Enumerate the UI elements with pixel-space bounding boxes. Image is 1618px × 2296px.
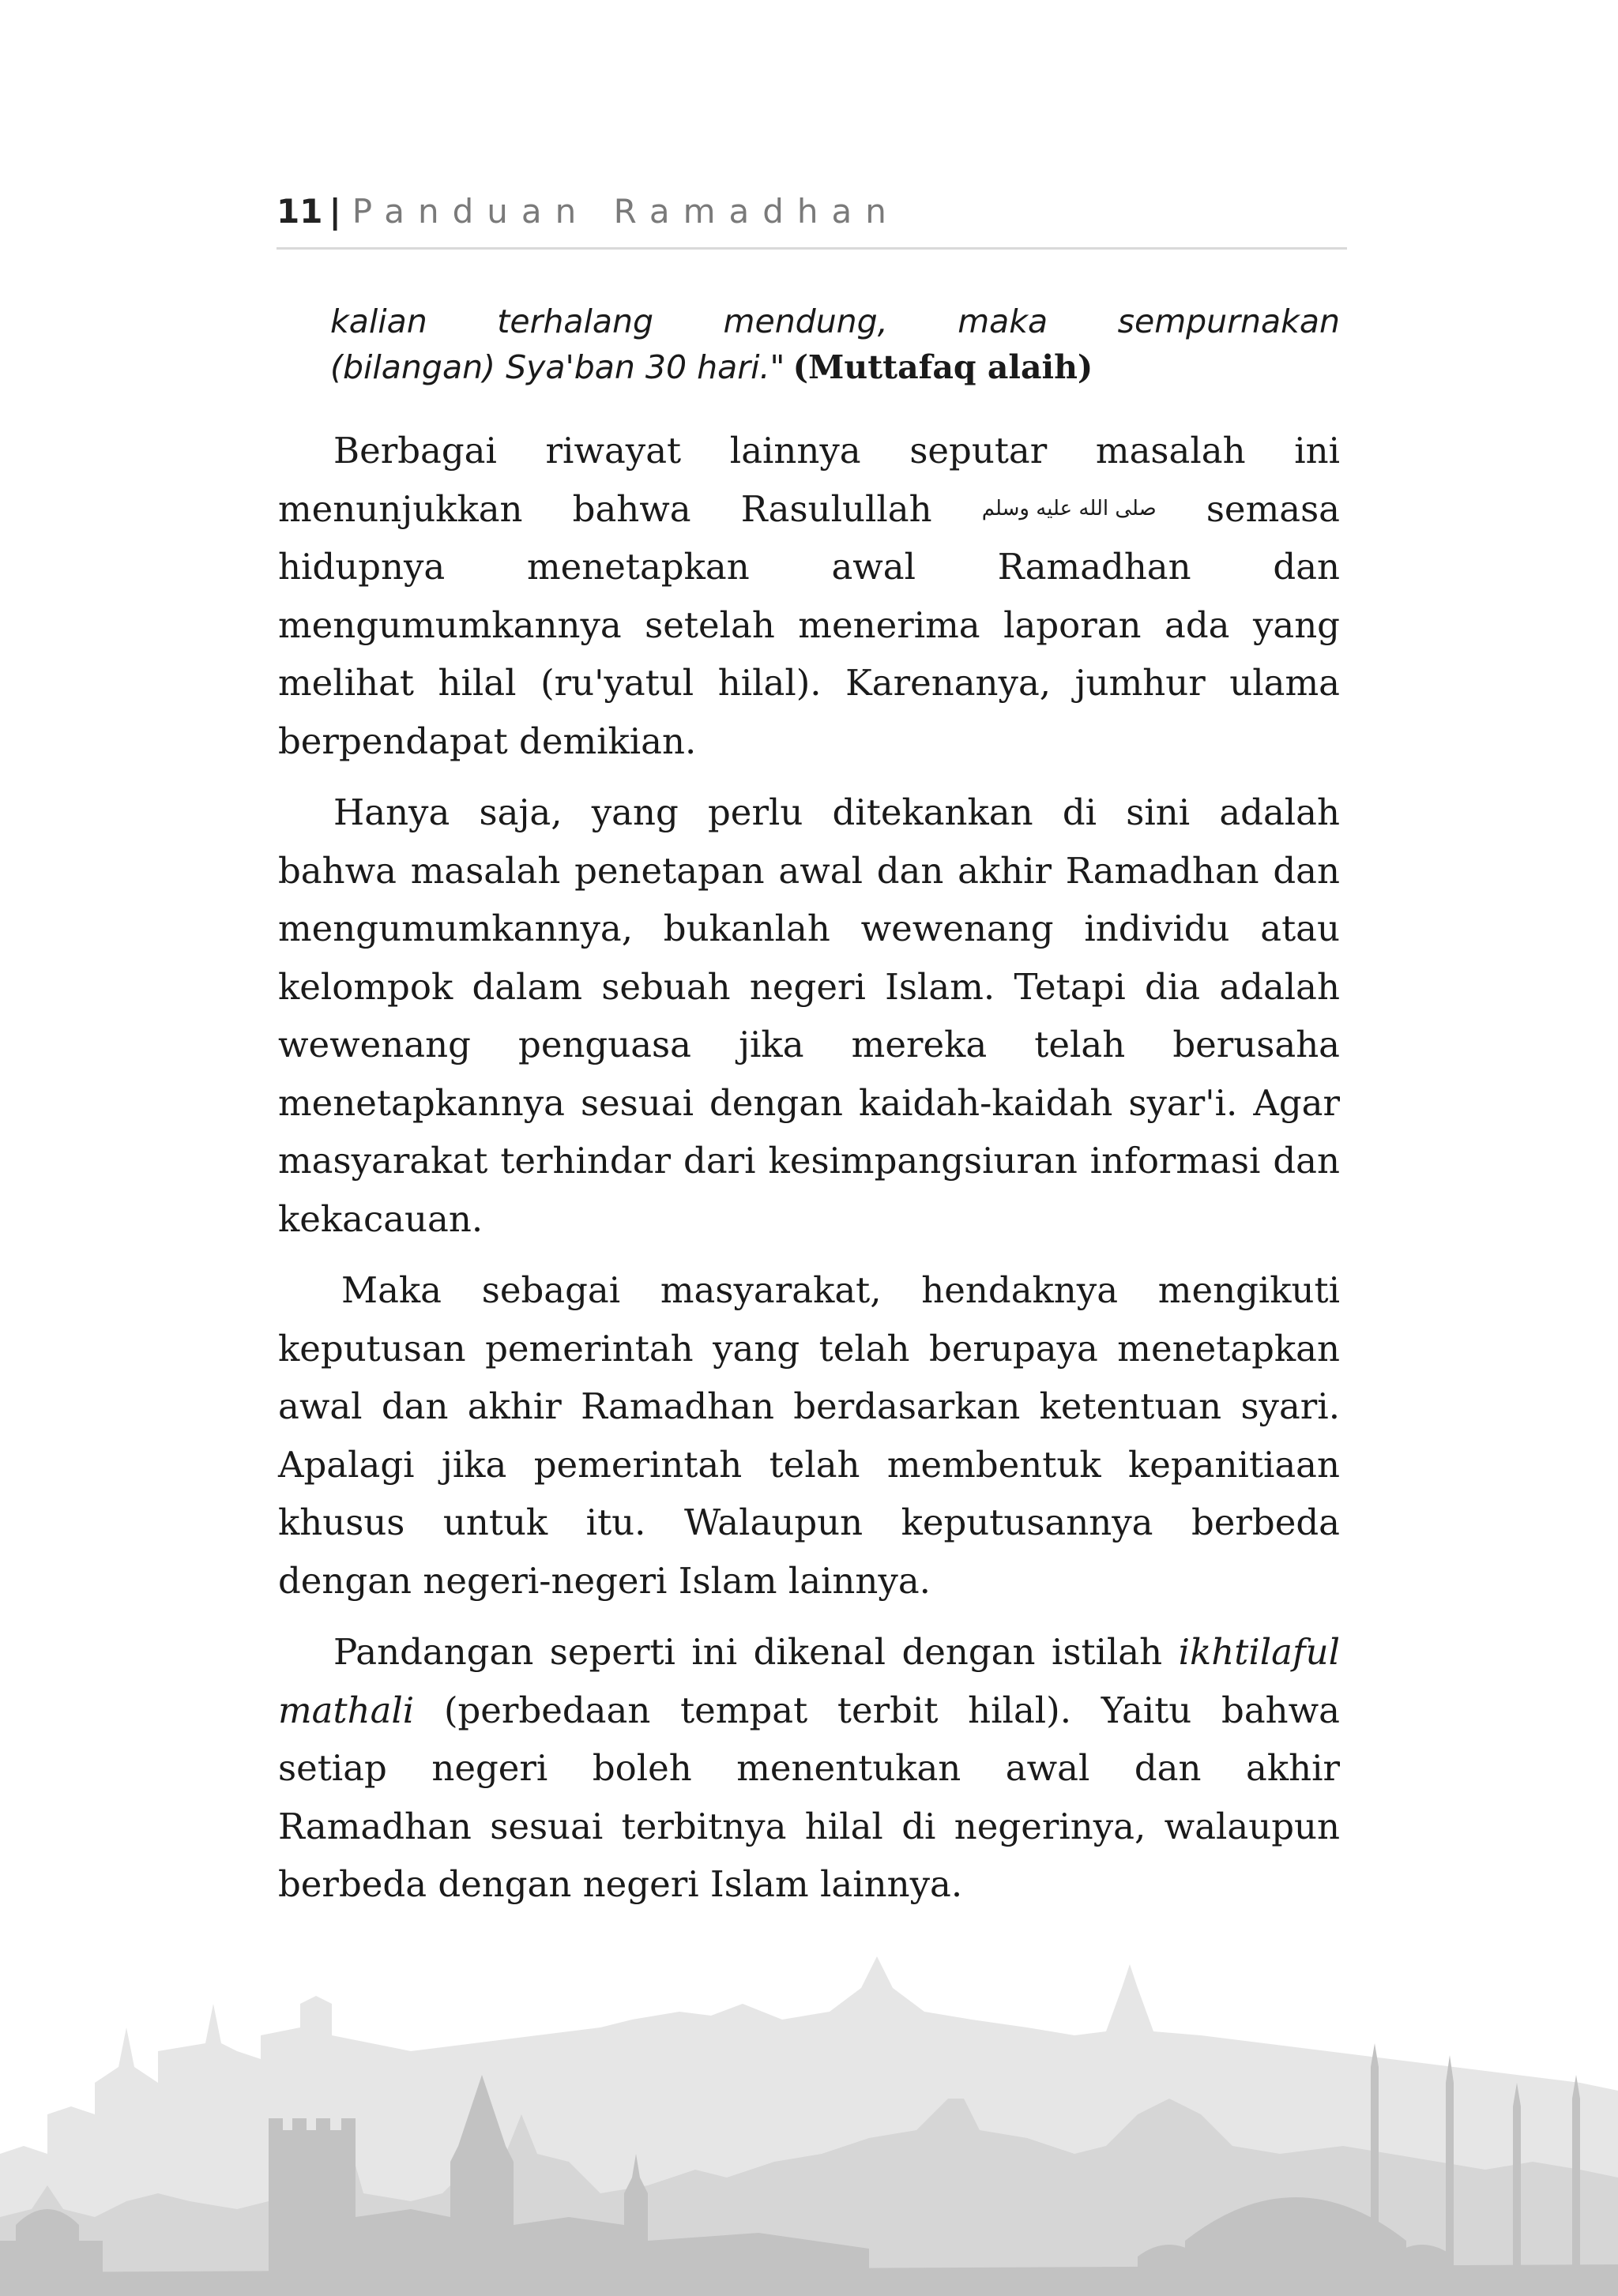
paragraph-1-text-b: semasa hidupnya menetapkan awal Ramadhan dan mengumumkannya setelah menerima laporan ada yang melihat hilal (ru'yatul hilal). Karenanya, jumhur ulama berpendapat demikian. xyxy=(278,487,1340,762)
hadith-source: (Muttafaq alaih) xyxy=(792,348,1093,386)
salawat-glyph: صلى الله عليه وسلم xyxy=(981,496,1157,520)
hadith-quote-line-1: kalian terhalang mendung, maka sempurnakan xyxy=(330,303,1340,340)
paragraph-1-text-a: Berbagai riwayat lainnya seputar masalah ini menunjukkan bahwa Rasulullah xyxy=(278,430,1340,530)
hadith-quote-line-2 xyxy=(330,344,1340,390)
paragraph-4-text-a: Pandangan seperti ini dikenal dengan istilah xyxy=(333,1631,1163,1673)
header-separator: | xyxy=(329,192,341,231)
hadith-quote-text: (bilangan) Sya'ban 30 hari." xyxy=(330,348,785,386)
page-header xyxy=(277,192,1347,250)
paragraph-1 xyxy=(278,422,1340,770)
book-title: Panduan Ramadhan xyxy=(352,192,900,231)
page-number: 11 xyxy=(277,192,323,231)
mosque-skyline-illustration xyxy=(0,1956,1618,2296)
term-ikhtilaful-mathali: ikhtilaful mathali xyxy=(278,1631,1340,1731)
paragraph-4-text-b: (perbedaan tempat terbit hilal). Yaitu bahwa setiap negeri boleh menentukan awal dan akhir Ramadhan sesuai terbitnya hilal di negerinya, walaupun berbeda dengan negeri Islam lainnya. xyxy=(278,1689,1340,1905)
paragraph-3: Maka sebagai masyarakat, hendaknya mengikuti keputusan pemerintah yang telah berupaya menetapkan awal dan akhir Ramadhan berdasarkan ketentuan syari. Apalagi jika pemerintah telah membentuk kepanitiaan khusus untuk itu. Walaupun keputusannya berbeda dengan negeri-negeri Islam lainnya. xyxy=(278,1269,1340,1602)
body-text xyxy=(278,422,1340,1927)
paragraph-2: Hanya saja, yang perlu ditekankan di sini adalah bahwa masalah penetapan awal dan akhir Ramadhan dan mengumumkannya, bukanlah wewenang individu atau kelompok dalam sebuah negeri Islam. Tetapi dia adalah wewenang penguasa jika mereka telah berusaha menetapkannya sesuai dengan kaidah-kaidah syar'i. Agar masyarakat terhindar dari kesimpangsiuran informasi dan kekacauan. xyxy=(278,791,1340,1240)
paragraph-4 xyxy=(278,1623,1340,1914)
